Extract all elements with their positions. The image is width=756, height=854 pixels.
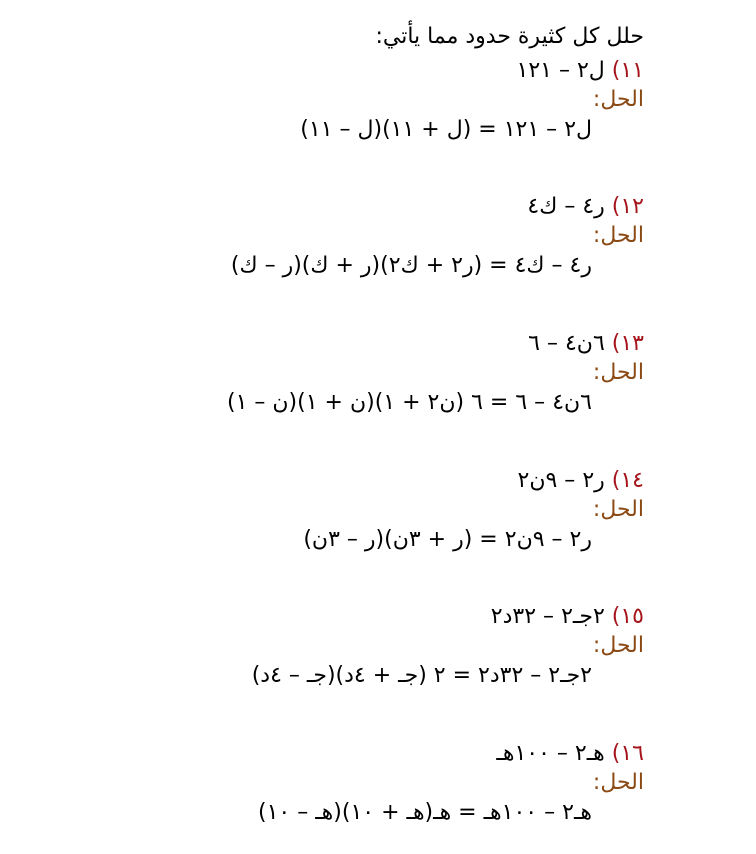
solution-label: الحل: (592, 87, 644, 112)
problem-13 (44, 329, 644, 419)
problem-expression: ر٤ – ك٤ (527, 194, 605, 219)
problem-16 (44, 739, 644, 829)
problem-15 (44, 602, 644, 692)
solution-label: الحل: (592, 497, 644, 522)
solution-label: الحل: (592, 360, 644, 385)
solution-expression: ٦ن٤ – ٦ = ٦ (ن٢ + ١)(ن + ١)(ن – ١) (226, 390, 592, 415)
problem-number: ١٣) (611, 331, 644, 356)
problem-number: ١١) (611, 58, 644, 83)
solution-expression: ر٤ – ك٤ = (ر٢ + ك٢)(ر + ك)(ر – ك) (230, 253, 592, 278)
solution-expression: ل٢ – ١٢١ = (ل + ١١)(ل – ١١) (300, 117, 592, 142)
problem-question (44, 602, 644, 632)
problem-number: ١٢) (611, 194, 644, 219)
solution-label: الحل: (592, 223, 644, 248)
problem-expression: ر٢ – ٩ن٢ (517, 468, 605, 493)
problem-number: ١٦) (611, 741, 644, 766)
problem-11 (44, 56, 644, 146)
problem-12 (44, 192, 644, 282)
problem-question (44, 192, 644, 222)
solution-expression: ٢جـ٢ – ٣٢د٢ = ٢ (جـ + ٤د)(جـ – ٤د) (251, 663, 592, 688)
problem-question (44, 56, 644, 86)
solution-label: الحل: (592, 633, 644, 658)
problem-expression: هـ٢ – ١٠٠هـ (496, 741, 605, 766)
problem-question (44, 466, 644, 496)
problem-number: ١٥) (611, 604, 644, 629)
problem-question (44, 329, 644, 359)
solution-label: الحل: (592, 770, 644, 795)
solution-expression: هـ٢ – ١٠٠هـ = هـ(هـ + ١٠)(هـ – ١٠) (258, 800, 592, 825)
problem-expression: ل٢ – ١٢١ (516, 58, 605, 83)
problem-expression: ٦ن٤ – ٦ (528, 331, 605, 356)
problem-14 (44, 466, 644, 556)
solution-expression: ر٢ – ٩ن٢ = (ر + ٣ن)(ر – ٣ن) (303, 527, 592, 552)
worksheet-title: حلل كل كثيرة حدود مما يأتي: (375, 24, 644, 49)
problem-question (44, 739, 644, 769)
problem-number: ١٤) (611, 468, 644, 493)
problem-expression: ٢جـ٢ – ٣٢د٢ (490, 604, 605, 629)
